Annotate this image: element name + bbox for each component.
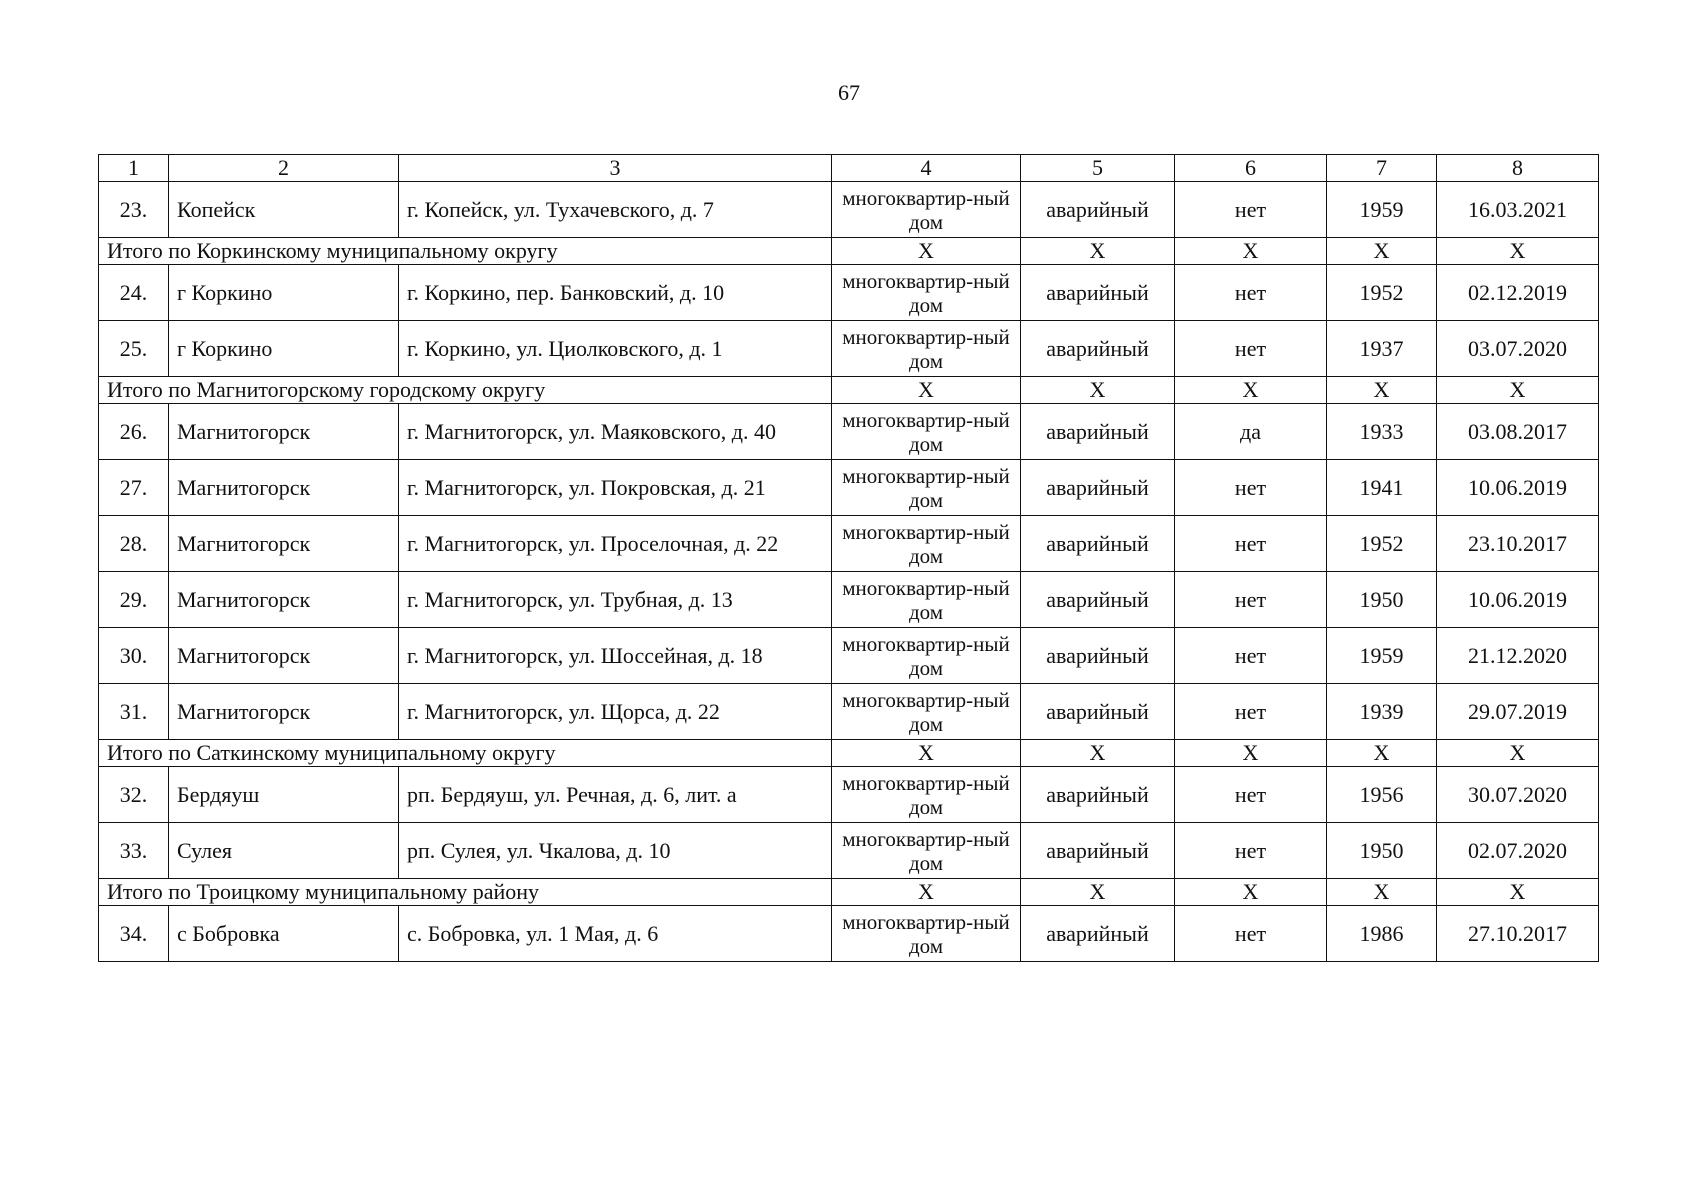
date-cell: 02.07.2020 [1437, 823, 1599, 879]
locality-cell: Магнитогорск [169, 404, 399, 460]
building-type-cell: многоквартир-ный дом [832, 572, 1021, 628]
flag-cell: нет [1175, 823, 1327, 879]
table-row [99, 460, 1599, 516]
table-row [99, 265, 1599, 321]
year-cell: 1959 [1327, 628, 1437, 684]
column-number-row [99, 155, 1599, 182]
flag-cell: нет [1175, 182, 1327, 238]
condition-cell: аварийный [1021, 906, 1175, 962]
row-number-cell: 32. [99, 767, 169, 823]
address-cell: г. Магнитогорск, ул. Щорса, д. 22 [399, 684, 832, 740]
column-number-cell: 6 [1175, 155, 1327, 182]
condition-cell: аварийный [1021, 265, 1175, 321]
subtotal-row [99, 740, 1599, 767]
address-cell: г. Магнитогорск, ул. Трубная, д. 13 [399, 572, 832, 628]
subtotal-mark-cell: X [1327, 879, 1437, 906]
subtotal-mark-cell: X [1175, 740, 1327, 767]
date-cell: 21.12.2020 [1437, 628, 1599, 684]
condition-cell: аварийный [1021, 767, 1175, 823]
date-cell: 16.03.2021 [1437, 182, 1599, 238]
flag-cell: нет [1175, 767, 1327, 823]
date-cell: 29.07.2019 [1437, 684, 1599, 740]
date-cell: 10.06.2019 [1437, 460, 1599, 516]
subtotal-mark-cell: X [1021, 238, 1175, 265]
table-row [99, 823, 1599, 879]
row-number-cell: 30. [99, 628, 169, 684]
flag-cell: нет [1175, 628, 1327, 684]
condition-cell: аварийный [1021, 572, 1175, 628]
year-cell: 1952 [1327, 516, 1437, 572]
flag-cell: да [1175, 404, 1327, 460]
address-cell: г. Копейск, ул. Тухачевского, д. 7 [399, 182, 832, 238]
building-type-cell: многоквартир-ный дом [832, 182, 1021, 238]
address-cell: рп. Бердяуш, ул. Речная, д. 6, лит. а [399, 767, 832, 823]
locality-cell: г Коркино [169, 265, 399, 321]
page-number: 67 [838, 80, 860, 105]
flag-cell: нет [1175, 265, 1327, 321]
date-cell: 23.10.2017 [1437, 516, 1599, 572]
condition-cell: аварийный [1021, 460, 1175, 516]
table-row [99, 516, 1599, 572]
subtotal-row [99, 879, 1599, 906]
flag-cell: нет [1175, 516, 1327, 572]
year-cell: 1933 [1327, 404, 1437, 460]
date-cell: 10.06.2019 [1437, 572, 1599, 628]
building-type-cell: многоквартир-ный дом [832, 460, 1021, 516]
row-number-cell: 27. [99, 460, 169, 516]
locality-cell: Магнитогорск [169, 572, 399, 628]
year-cell: 1986 [1327, 906, 1437, 962]
condition-cell: аварийный [1021, 404, 1175, 460]
year-cell: 1959 [1327, 182, 1437, 238]
condition-cell: аварийный [1021, 182, 1175, 238]
subtotal-mark-cell: X [1327, 740, 1437, 767]
subtotal-mark-cell: X [1175, 879, 1327, 906]
locality-cell: Магнитогорск [169, 460, 399, 516]
locality-cell: Сулея [169, 823, 399, 879]
condition-cell: аварийный [1021, 321, 1175, 377]
building-type-cell: многоквартир-ный дом [832, 516, 1021, 572]
column-number-cell: 1 [99, 155, 169, 182]
table-row [99, 321, 1599, 377]
subtotal-mark-cell: X [1437, 377, 1599, 404]
flag-cell: нет [1175, 460, 1327, 516]
subtotal-mark-cell: X [1437, 740, 1599, 767]
subtotal-mark-cell: X [832, 740, 1021, 767]
table-row [99, 628, 1599, 684]
subtotal-mark-cell: X [1021, 377, 1175, 404]
subtotal-mark-cell: X [1327, 377, 1437, 404]
locality-cell: г Коркино [169, 321, 399, 377]
building-type-cell: многоквартир-ный дом [832, 404, 1021, 460]
subtotal-label: Итого по Саткинскому муниципальному округу [99, 740, 832, 767]
subtotal-mark-cell: X [1175, 377, 1327, 404]
subtotal-mark-cell: X [1327, 238, 1437, 265]
date-cell: 03.07.2020 [1437, 321, 1599, 377]
building-type-cell: многоквартир-ный дом [832, 684, 1021, 740]
locality-cell: Магнитогорск [169, 628, 399, 684]
building-type-cell: многоквартир-ный дом [832, 321, 1021, 377]
address-cell: с. Бобровка, ул. 1 Мая, д. 6 [399, 906, 832, 962]
subtotal-mark-cell: X [1175, 238, 1327, 265]
flag-cell: нет [1175, 684, 1327, 740]
year-cell: 1956 [1327, 767, 1437, 823]
table-row [99, 767, 1599, 823]
subtotal-mark-cell: X [832, 238, 1021, 265]
building-type-cell: многоквартир-ный дом [832, 823, 1021, 879]
condition-cell: аварийный [1021, 823, 1175, 879]
address-cell: г. Коркино, пер. Банковский, д. 10 [399, 265, 832, 321]
subtotal-mark-cell: X [1437, 879, 1599, 906]
row-number-cell: 31. [99, 684, 169, 740]
date-cell: 03.08.2017 [1437, 404, 1599, 460]
flag-cell: нет [1175, 906, 1327, 962]
address-cell: г. Магнитогорск, ул. Маяковского, д. 40 [399, 404, 832, 460]
year-cell: 1941 [1327, 460, 1437, 516]
subtotal-mark-cell: X [1021, 879, 1175, 906]
subtotal-row [99, 377, 1599, 404]
subtotal-label: Итого по Троицкому муниципальному району [99, 879, 832, 906]
column-number-cell: 8 [1437, 155, 1599, 182]
flag-cell: нет [1175, 572, 1327, 628]
table-body [99, 155, 1599, 962]
building-type-cell: многоквартир-ный дом [832, 767, 1021, 823]
year-cell: 1937 [1327, 321, 1437, 377]
condition-cell: аварийный [1021, 628, 1175, 684]
column-number-cell: 5 [1021, 155, 1175, 182]
column-number-cell: 7 [1327, 155, 1437, 182]
column-number-cell: 4 [832, 155, 1021, 182]
subtotal-row [99, 238, 1599, 265]
subtotal-mark-cell: X [832, 377, 1021, 404]
row-number-cell: 28. [99, 516, 169, 572]
year-cell: 1950 [1327, 823, 1437, 879]
year-cell: 1952 [1327, 265, 1437, 321]
address-cell: рп. Сулея, ул. Чкалова, д. 10 [399, 823, 832, 879]
address-cell: г. Коркино, ул. Циолковского, д. 1 [399, 321, 832, 377]
subtotal-label: Итого по Магнитогорскому городскому округу [99, 377, 832, 404]
building-type-cell: многоквартир-ный дом [832, 906, 1021, 962]
locality-cell: с Бобровка [169, 906, 399, 962]
row-number-cell: 33. [99, 823, 169, 879]
subtotal-mark-cell: X [1021, 740, 1175, 767]
row-number-cell: 34. [99, 906, 169, 962]
subtotal-label: Итого по Коркинскому муниципальному округу [99, 238, 832, 265]
table-row [99, 182, 1599, 238]
row-number-cell: 26. [99, 404, 169, 460]
locality-cell: Магнитогорск [169, 684, 399, 740]
building-type-cell: многоквартир-ный дом [832, 265, 1021, 321]
table-row [99, 684, 1599, 740]
locality-cell: Бердяуш [169, 767, 399, 823]
row-number-cell: 23. [99, 182, 169, 238]
row-number-cell: 29. [99, 572, 169, 628]
address-cell: г. Магнитогорск, ул. Шоссейная, д. 18 [399, 628, 832, 684]
table-row [99, 572, 1599, 628]
row-number-cell: 24. [99, 265, 169, 321]
year-cell: 1939 [1327, 684, 1437, 740]
subtotal-mark-cell: X [832, 879, 1021, 906]
row-number-cell: 25. [99, 321, 169, 377]
column-number-cell: 2 [169, 155, 399, 182]
date-cell: 27.10.2017 [1437, 906, 1599, 962]
table-row [99, 404, 1599, 460]
column-number-cell: 3 [399, 155, 832, 182]
address-cell: г. Магнитогорск, ул. Проселочная, д. 22 [399, 516, 832, 572]
locality-cell: Магнитогорск [169, 516, 399, 572]
locality-cell: Копейск [169, 182, 399, 238]
date-cell: 30.07.2020 [1437, 767, 1599, 823]
year-cell: 1950 [1327, 572, 1437, 628]
date-cell: 02.12.2019 [1437, 265, 1599, 321]
flag-cell: нет [1175, 321, 1327, 377]
housing-table [98, 154, 1599, 962]
building-type-cell: многоквартир-ный дом [832, 628, 1021, 684]
subtotal-mark-cell: X [1437, 238, 1599, 265]
address-cell: г. Магнитогорск, ул. Покровская, д. 21 [399, 460, 832, 516]
table-row [99, 906, 1599, 962]
condition-cell: аварийный [1021, 684, 1175, 740]
condition-cell: аварийный [1021, 516, 1175, 572]
